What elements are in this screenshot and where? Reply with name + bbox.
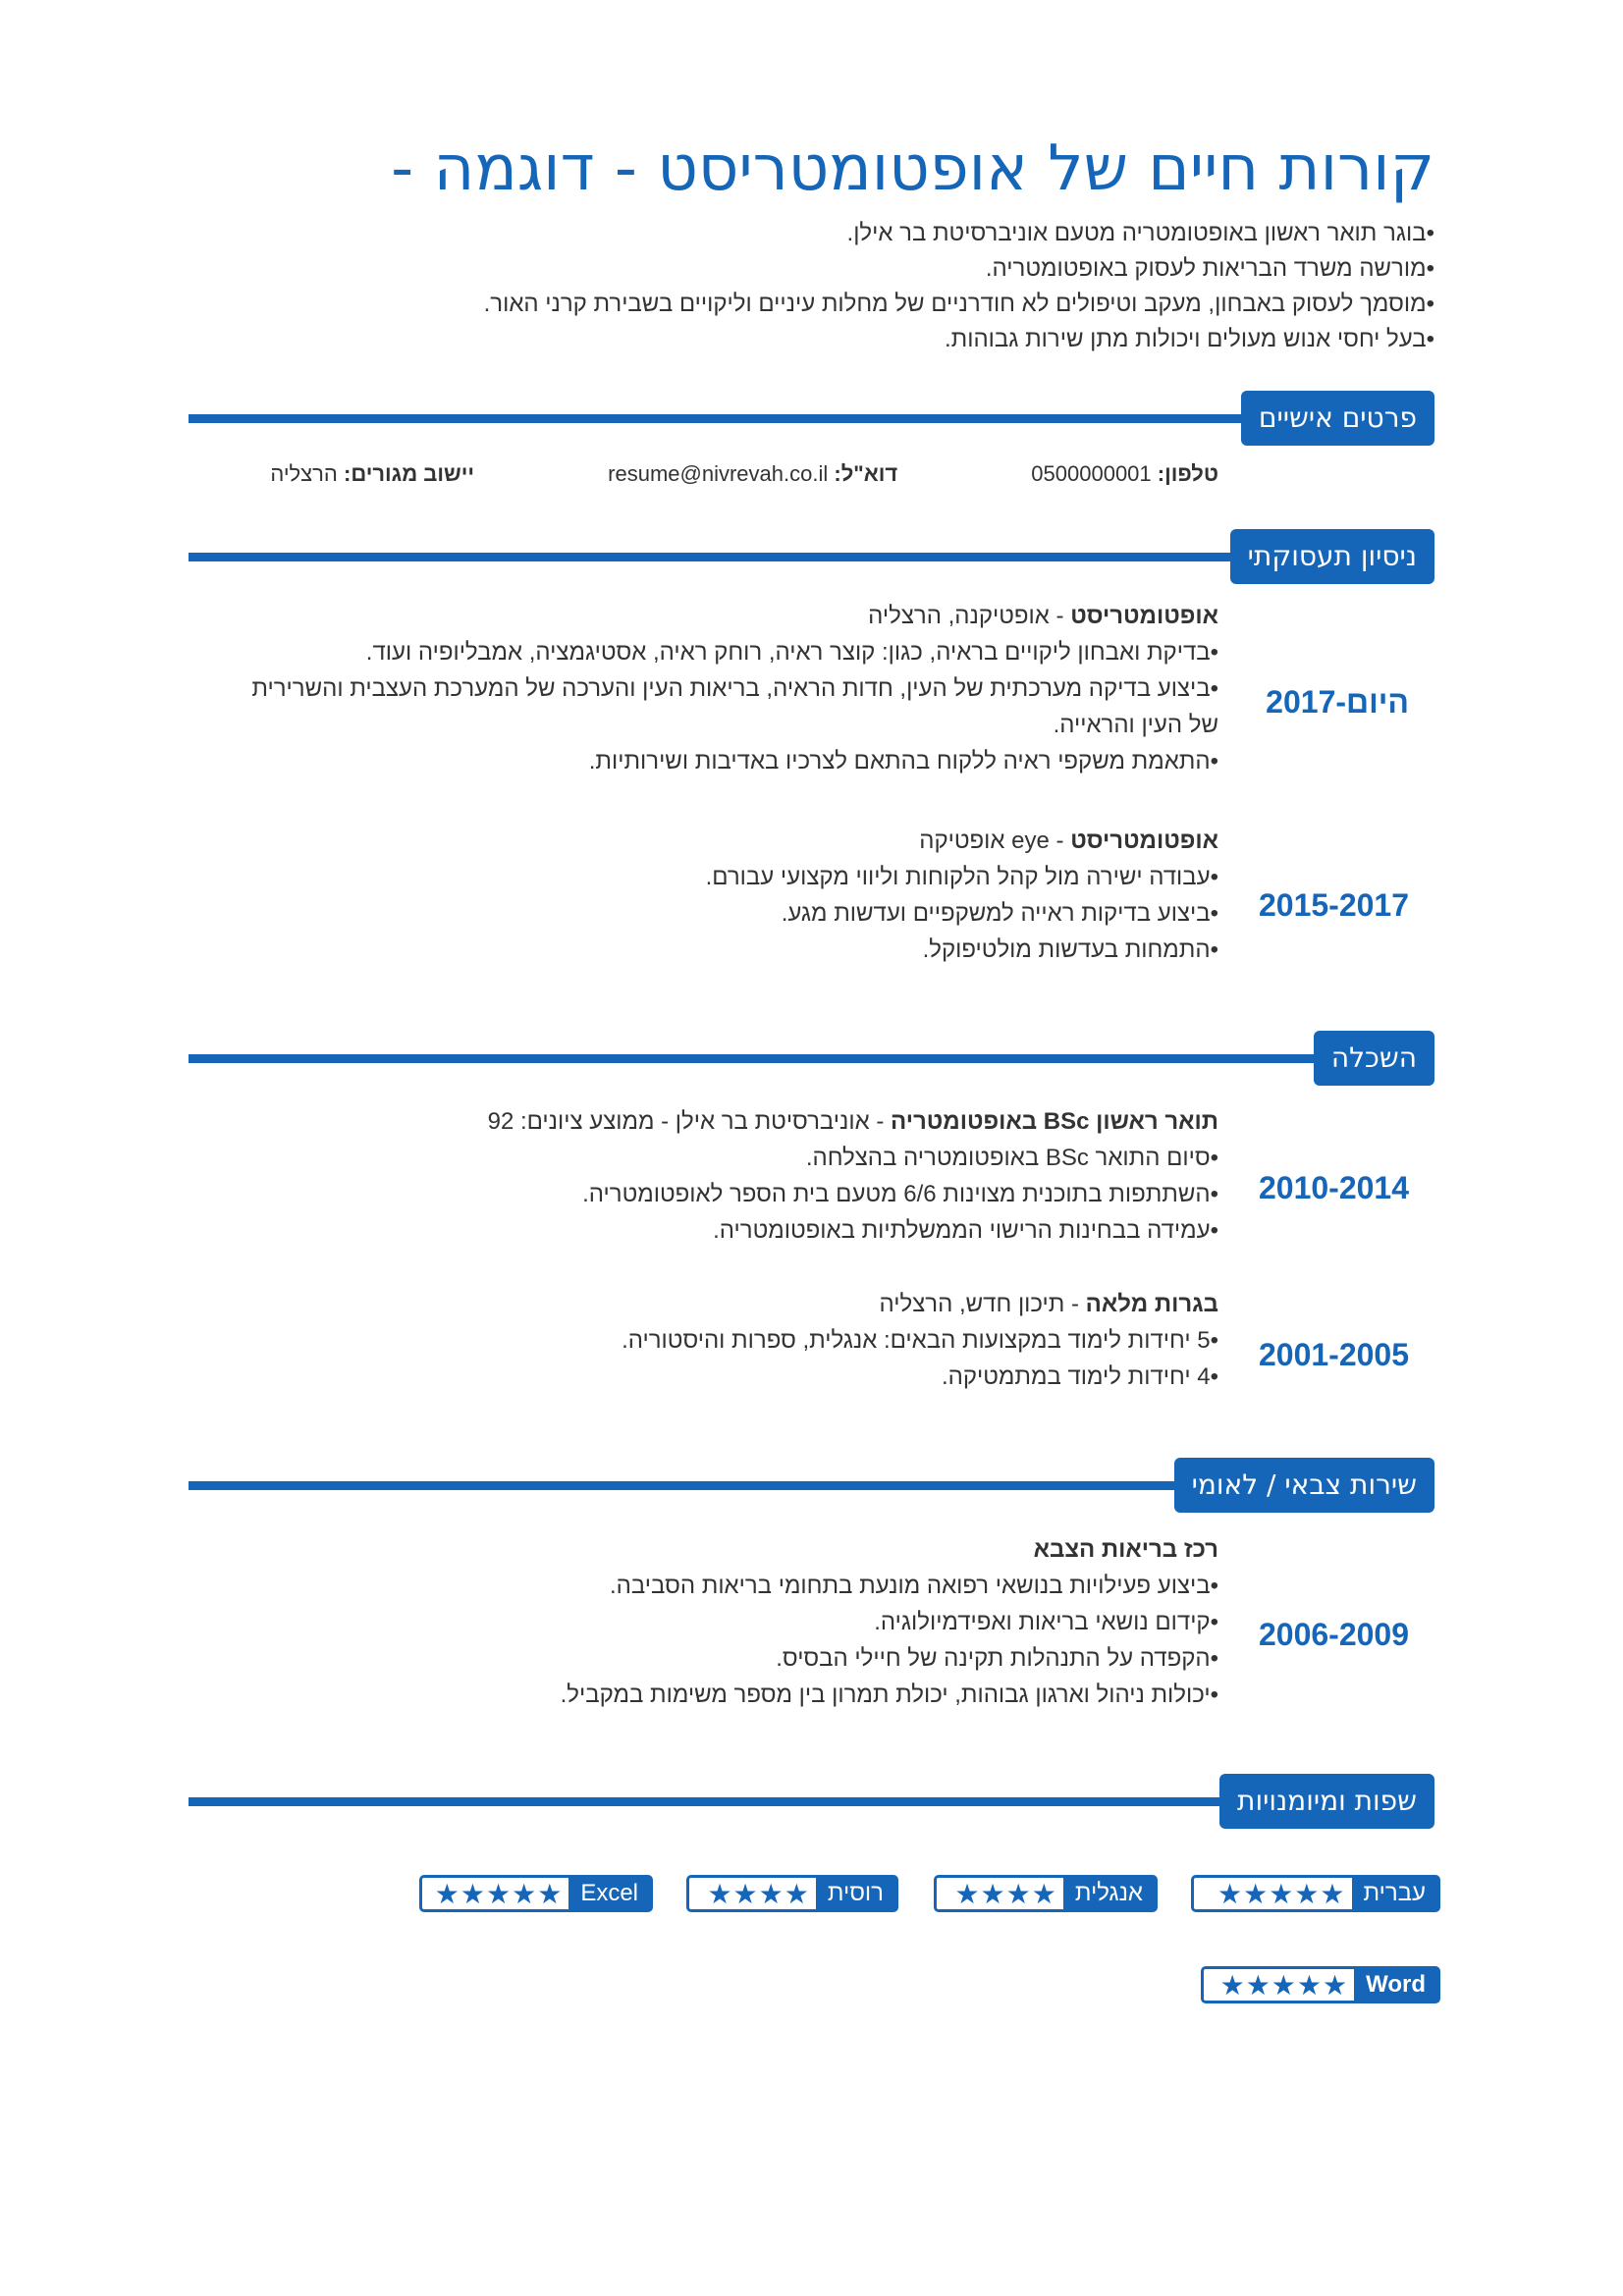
entry-bullet: •עמידה בבחינות הרישוי הממשלתיות באופטומטריה. [713,1217,1218,1244]
entry-heading [237,823,1218,859]
entry-heading [237,1103,1218,1140]
summary-item: •מורשה משרד הבריאות לעסוק באופטומטריה. [985,255,1434,282]
entry-bullet: •קידום נושאי בריאות ואפידמיולוגיה. [874,1609,1218,1635]
service-years: 2006-2009 [1258,1617,1409,1652]
entry-bullet: •התמחות בעדשות מולטיפוקל. [922,936,1218,963]
section-heading-personal: פרטים אישיים [1241,391,1434,446]
entry-heading [237,598,1218,634]
entry-bullets [237,1140,1218,1249]
entry-bullet: •ביצוע בדיקות ראייה למשקפיים ועדשות מגע. [781,900,1218,927]
star-rating-icon: ★★★★ [954,1878,1057,1909]
email-value: resume@nivrevah.co.il [608,461,829,486]
email-field [608,461,897,486]
entry-bullet: •הקפדה על התנהלות תקינה של חיילי הבסיס. [776,1645,1218,1672]
entry-bullet: •התאמת משקפי ראיה ללקוח בהתאם לצרכיו באדיבות ושירותיות. [588,748,1218,774]
education-years: 2001-2005 [1258,1337,1409,1372]
city-label: יישוב מגורים: [344,461,475,486]
personal-details [270,461,1218,487]
entry-title: תואר ראשון BSc באופטומטריה [890,1108,1218,1135]
education-entry [237,1103,1218,1249]
entry-bullet: •עבודה ישירה מול קהל הלקוחות וליווי מקצועי עבורם. [705,864,1218,890]
entry-place: - תיכון חדש, הרצליה [879,1291,1086,1317]
skill-label: Excel [568,1878,650,1909]
entry-bullet: •סיום התואר BSc באופטומטריה בהצלחה. [805,1145,1218,1171]
section-heading-experience: ניסיון תעסוקתי [1230,529,1434,584]
entry-bullet: •ביצוע פעילויות בנושאי רפואה מונעת בתחומי בריאות הסביבה. [610,1573,1218,1599]
section-heading-service: שירות צבאי / לאומי [1174,1458,1434,1513]
section-divider [189,1054,1407,1063]
entry-title: רכז בריאות הצבא [1033,1536,1218,1563]
skill-label: רוסית [816,1878,895,1909]
entry-place: - אוניברסיטת בר אילן - ממוצע ציונים: 92 [487,1108,891,1135]
entry-heading [237,1286,1218,1322]
city-value: הרצליה [270,461,338,486]
phone-label: טלפון: [1157,461,1218,486]
phone-value: 0500000001 [1031,461,1152,486]
experience-entry [237,823,1218,968]
entry-bullets [237,634,1218,779]
section-heading-skills: שפות ומיומנויות [1219,1774,1434,1829]
skill-badge [1191,1875,1440,1912]
entry-heading [237,1531,1218,1568]
entry-place: - eye אופטיקה [919,828,1071,854]
skill-badge [686,1875,898,1912]
star-rating-icon: ★★★★★ [434,1878,564,1909]
entry-bullet: •5 יחידות לימוד במקצועות הבאים: אנגלית, ספרות והיסטוריה. [622,1327,1218,1354]
summary-item: •בעל יחסי אנוש מעולים ויכולות מתן שירות גבוהות. [944,326,1434,352]
summary-item: •מוסמך לעסוק באבחון, מעקב וטיפולים לא חודרניים של מחלות עיניים וליקויים בשבירת קרני האור. [483,291,1434,317]
summary-list [256,216,1434,357]
entry-bullet: •ביצוע בדיקה מערכתית של העין, חדות הראיה, בריאות העין והערכה של המערכת העצבית והשרירית של העין והראייה. [251,675,1218,738]
entry-bullets [237,859,1218,968]
section-heading-education: השכלה [1314,1031,1434,1086]
skill-label: אנגלית [1063,1878,1155,1909]
education-years: 2010-2014 [1258,1170,1409,1205]
star-rating-icon: ★★★★ [707,1878,810,1909]
summary-item: •בוגר תואר ראשון באופטומטריה מטעם אוניברסיטת בר אילן. [846,220,1434,246]
experience-entry [237,598,1218,779]
experience-years: 2015-2017 [1258,887,1409,923]
entry-bullets [237,1568,1218,1713]
star-rating-icon: ★★★★★ [1219,1969,1349,2001]
city-field [270,461,474,486]
page-title: קורות חיים של אופטומטריסט - דוגמה - [391,133,1434,205]
phone-field [1031,461,1218,486]
entry-place: - אופטיקנה, הרצליה [868,603,1071,629]
entry-bullet: •יכולות ניהול וארגון גבוהות, יכולת תמרון בין מספר משימות במקביל. [560,1682,1218,1708]
section-divider [189,553,1407,561]
entry-title: בגרות מלאה [1085,1291,1218,1317]
skill-badge [1201,1966,1440,2003]
skill-badge [419,1875,653,1912]
entry-title: אופטומטריסט [1070,603,1218,629]
entry-bullet: •4 יחידות לימוד במתמטיקה. [941,1363,1218,1390]
entry-bullet: •השתתפות בתוכנית מצוינות 6/6 מטעם בית הספר לאופטומטריה. [582,1181,1218,1207]
service-entry [237,1531,1218,1713]
star-rating-icon: ★★★★★ [1217,1878,1346,1909]
entry-bullets [237,1322,1218,1395]
entry-bullet: •בדיקת ואבחון ליקויים בראיה, כגון: קוצר ראיה, רוחק ראיה, אסטיגמציה, אמבליופיה ועוד. [365,639,1218,666]
entry-title: אופטומטריסט [1070,828,1218,854]
email-label: דוא"ל: [834,461,898,486]
skill-badge [934,1875,1158,1912]
experience-years: 2017-היום [1266,684,1409,720]
section-divider [189,414,1407,423]
skill-label: Word [1354,1969,1437,2001]
skill-label: עברית [1352,1878,1437,1909]
education-entry [237,1286,1218,1395]
